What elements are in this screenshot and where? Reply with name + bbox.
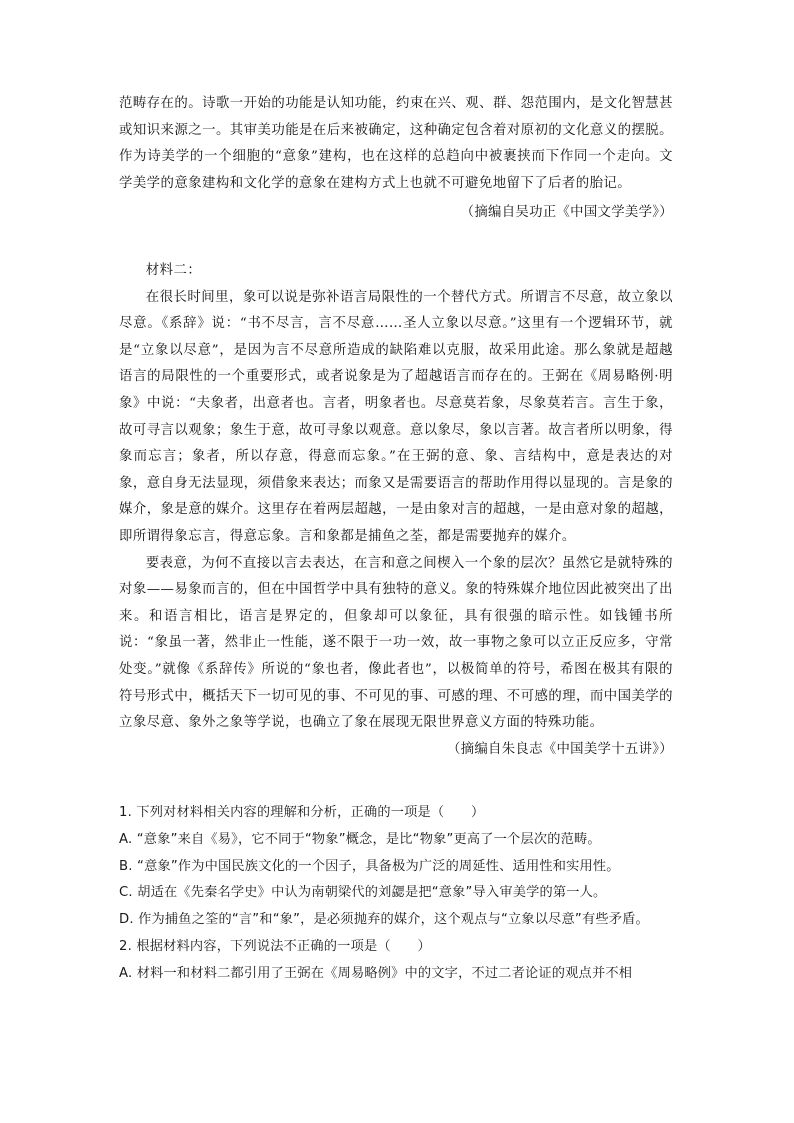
material-two-paragraph-2: 要表意，为何不直接以言去表达，在言和意之间楔入一个象的层次？虽然它是就特殊的对象——易象而言的，但在中国哲学中具有独特的意义。象的特殊媒介地位因此被突出了出来。和语言相比，语言是界定的，但象却可以象征，具有很强的暗示性。如钱锺书所说：“象虽一著，然非止一性能，遂不限于一功一效，故一事物之象可以立正反应多，守常处变。”就像《系辞传》所说的“象也者，像此者也”，以极简单的符号，希图在极其有限的符号形式中，概括天下一切可见的事、不可见的事、可感的理、不可感的理，而中国美学的立象尽意、象外之象等学说，也确立了象在展现无限世界意义方面的特殊功能。 [119, 555, 673, 731]
question-1-option-c[interactable]: C. 胡适在《先秦名学史》中认为南朝梁代的刘勰是把“意象”导入审美学的第一人。 [119, 885, 607, 901]
material-two-source: （摘编自朱良志《中国美学十五讲》） [446, 741, 673, 757]
question-2 [119, 934, 675, 988]
question-1-option-b[interactable]: B. “意象”作为中国民族文化的一个因子，具备极为广泛的周延性、适用性和实用性。 [119, 858, 620, 874]
material-one-source: （摘编自吴功正《中国文学美学》） [460, 205, 673, 221]
question-1-option-d[interactable]: D. 作为捕鱼之筌的“言”和“象”，是必须抛弃的媒介，这个观点与“立象以尽意”有些矛盾。 [119, 912, 649, 928]
question-list [119, 800, 675, 988]
question-2-option-a[interactable]: A. 材料一和材料二都引用了王弼在《周易略例》中的文字，不过二者论证的观点并不相 [119, 965, 633, 981]
material-two-section [119, 258, 673, 763]
material-one-section [119, 91, 673, 227]
material-two-paragraph-1: 在很长时间里，象可以说是弥补语言局限性的一个替代方式。所谓言不尽意，故立象以尽意。《系辞》说：“书不尽言，言不尽意……圣人立象以尽意。”这里有一个逻辑环节，就是“立象以尽意”，是因为言不尽意所造成的缺陷难以克服，故采用此途。那么象就是超越语言的局限性的一个重要形式，或者说象是为了超越语言而存在的。王弼在《周易略例·明象》中说：“夫象者，出意者也。言者，明象者也。尽意莫若象，尽象莫若言。言生于象，故可寻言以观象；象生于意，故可寻象以观意。意以象尽，象以言著。故言者所以明象，得象而忘言；象者，所以存意，得意而忘象。”在王弼的意、象、言结构中，意是表达的对象，意自身无法显现，须借象来表达；而象又是需要语言的帮助作用得以显现的。言是象的媒介，象是意的媒介。这里存在着两层超越，一是由象对言的超越，一是由意对象的超越，即所谓得象忘言，得意忘象。言和象都是捕鱼之荃，都是需要抛弃的媒介。 [119, 289, 673, 544]
material-one-continuation: 范畴存在的。诗歌一开始的功能是认知功能，约束在兴、观、群、怨范围内，是文化智慧甚或知识来源之一。其审美功能是在后来被确定，这种确定包含着对原初的文化意义的摆脱。作为诗美学的一个细胞的“意象”建构，也在这样的总趋向中被裹挟而下作同一个走向。文学美学的意象建构和文化学的意象在建构方式上也就不可避免地留下了后者的胎记。 [119, 96, 673, 191]
question-2-stem: 2. 根据材料内容，下列说法不正确的一项是（ ） [119, 938, 431, 954]
material-two-heading: 材料二： [145, 263, 202, 278]
question-1 [119, 800, 675, 934]
question-1-option-a[interactable]: A. “意象”来自《易》，它不同于“物象”概念，是比“物象”更高了一个层次的范畴。 [119, 831, 601, 847]
question-1-stem: 1. 下列对材料相关内容的理解和分析，正确的一项是（ ） [119, 805, 485, 820]
